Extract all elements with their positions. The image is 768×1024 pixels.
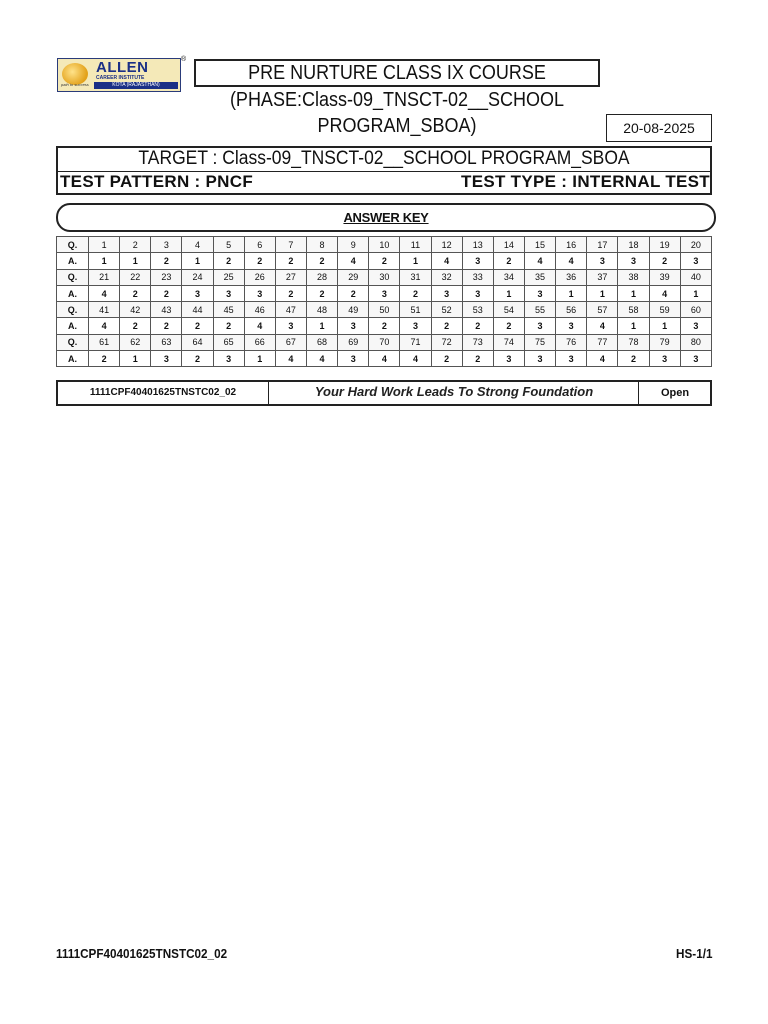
answer-cell: 2 (400, 285, 431, 301)
question-number-cell: 8 (306, 237, 337, 253)
paper-code: 1111CPF40401625TNSTC02_02 (89, 387, 237, 398)
answer-cell: 3 (493, 351, 524, 367)
answer-cell: 1 (120, 351, 151, 367)
question-number-cell: 58 (618, 302, 649, 318)
answer-label: A. (57, 351, 89, 367)
answer-cell: 3 (462, 285, 493, 301)
strip-divider (638, 380, 639, 406)
question-number-cell: 55 (524, 302, 555, 318)
answer-cell: 4 (649, 285, 680, 301)
logo-brand: ALLEN (96, 59, 149, 76)
question-number-cell: 22 (120, 269, 151, 285)
question-label: Q. (57, 269, 89, 285)
answer-cell: 2 (306, 285, 337, 301)
answer-cell: 4 (306, 351, 337, 367)
question-number-cell: 10 (369, 237, 400, 253)
question-number-cell: 29 (338, 269, 369, 285)
answer-cell: 3 (275, 318, 306, 334)
question-number-cell: 1 (89, 237, 120, 253)
question-number-cell: 26 (244, 269, 275, 285)
course-title-line2: (PHASE:Class-09_TNSCT-02__SCHOOL (229, 89, 565, 111)
test-type: TEST TYPE : INTERNAL TEST (461, 172, 710, 191)
answer-cell: 2 (431, 351, 462, 367)
answer-cell: 3 (556, 351, 587, 367)
question-number-cell: 20 (680, 237, 711, 253)
answer-cell: 2 (493, 253, 524, 269)
answer-row (57, 285, 712, 301)
answer-cell: 4 (244, 318, 275, 334)
answer-cell: 2 (151, 318, 182, 334)
answer-cell: 2 (462, 351, 493, 367)
question-number-cell: 34 (493, 269, 524, 285)
answer-row (57, 253, 712, 269)
answer-cell: 3 (649, 351, 680, 367)
question-number-cell: 17 (587, 237, 618, 253)
answer-cell: 4 (587, 351, 618, 367)
answer-cell: 2 (120, 285, 151, 301)
question-number-cell: 80 (680, 334, 711, 350)
answer-cell: 2 (244, 253, 275, 269)
question-number-cell: 38 (618, 269, 649, 285)
logo-location: KOTA (RAJASTHAN) (94, 82, 178, 89)
answer-cell: 3 (556, 318, 587, 334)
answer-key-title: ANSWER KEY (343, 210, 429, 225)
question-number-cell: 4 (182, 237, 213, 253)
answer-cell: 3 (338, 351, 369, 367)
answer-cell: 4 (556, 253, 587, 269)
question-number-cell: 78 (618, 334, 649, 350)
question-number-cell: 11 (400, 237, 431, 253)
question-number-cell: 7 (275, 237, 306, 253)
question-number-cell: 35 (524, 269, 555, 285)
answer-cell: 3 (680, 253, 711, 269)
question-number-cell: 71 (400, 334, 431, 350)
answer-cell: 2 (618, 351, 649, 367)
question-number-cell: 49 (338, 302, 369, 318)
question-number-cell: 2 (120, 237, 151, 253)
answer-cell: 3 (213, 285, 244, 301)
question-number-cell: 23 (151, 269, 182, 285)
answer-cell: 2 (338, 285, 369, 301)
slogan: Your Hard Work Leads To Strong Foundation (314, 384, 594, 399)
answer-cell: 4 (431, 253, 462, 269)
question-number-cell: 32 (431, 269, 462, 285)
question-number-cell: 42 (120, 302, 151, 318)
answer-key-table (56, 236, 712, 367)
footer-code: 1111CPF40401625TNSTC02_02 (56, 946, 228, 961)
answer-cell: 4 (89, 318, 120, 334)
answer-cell: 4 (400, 351, 431, 367)
answer-cell: 2 (275, 253, 306, 269)
answer-cell: 1 (89, 253, 120, 269)
question-row (57, 334, 712, 350)
answer-cell: 2 (120, 318, 151, 334)
answer-cell: 3 (338, 318, 369, 334)
question-number-cell: 54 (493, 302, 524, 318)
answer-cell: 4 (369, 351, 400, 367)
answer-row (57, 318, 712, 334)
question-number-cell: 39 (649, 269, 680, 285)
question-number-cell: 68 (306, 334, 337, 350)
question-number-cell: 48 (306, 302, 337, 318)
answer-cell: 2 (151, 285, 182, 301)
question-label: Q. (57, 302, 89, 318)
answer-cell: 3 (524, 318, 555, 334)
answer-cell: 3 (213, 351, 244, 367)
course-title-line1: PRE NURTURE CLASS IX COURSE (248, 62, 546, 84)
question-number-cell: 36 (556, 269, 587, 285)
answer-cell: 1 (649, 318, 680, 334)
answer-cell: 1 (400, 253, 431, 269)
question-number-cell: 57 (587, 302, 618, 318)
question-number-cell: 44 (182, 302, 213, 318)
answer-cell: 2 (182, 318, 213, 334)
logo-subtitle: CAREER INSTITUTE (96, 75, 145, 81)
answer-label: A. (57, 285, 89, 301)
question-number-cell: 47 (275, 302, 306, 318)
question-number-cell: 46 (244, 302, 275, 318)
answer-cell: 3 (369, 285, 400, 301)
question-number-cell: 19 (649, 237, 680, 253)
question-number-cell: 53 (462, 302, 493, 318)
question-number-cell: 56 (556, 302, 587, 318)
question-number-cell: 69 (338, 334, 369, 350)
test-pattern: TEST PATTERN : PNCF (60, 172, 254, 191)
question-number-cell: 40 (680, 269, 711, 285)
question-number-cell: 52 (431, 302, 462, 318)
question-label: Q. (57, 237, 89, 253)
question-number-cell: 64 (182, 334, 213, 350)
question-number-cell: 51 (400, 302, 431, 318)
question-number-cell: 61 (89, 334, 120, 350)
answer-cell: 3 (618, 253, 649, 269)
question-number-cell: 77 (587, 334, 618, 350)
question-number-cell: 75 (524, 334, 555, 350)
answer-cell: 2 (306, 253, 337, 269)
course-title-line3: PROGRAM_SBOA) (317, 115, 477, 137)
question-number-cell: 6 (244, 237, 275, 253)
target-text: TARGET : Class-09_TNSCT-02__SCHOOL PROGRAM_SBOA (138, 148, 630, 169)
answer-cell: 1 (182, 253, 213, 269)
answer-cell: 1 (618, 285, 649, 301)
answer-cell: 2 (182, 351, 213, 367)
answer-cell: 2 (462, 318, 493, 334)
answer-cell: 3 (524, 285, 555, 301)
answer-cell: 2 (275, 285, 306, 301)
question-number-cell: 72 (431, 334, 462, 350)
question-number-cell: 31 (400, 269, 431, 285)
question-number-cell: 73 (462, 334, 493, 350)
answer-key-banner (56, 203, 716, 232)
answer-cell: 2 (213, 253, 244, 269)
logo-tagline: path to success (61, 82, 89, 87)
answer-cell: 2 (213, 318, 244, 334)
question-number-cell: 21 (89, 269, 120, 285)
question-number-cell: 14 (493, 237, 524, 253)
question-row (57, 237, 712, 253)
question-number-cell: 18 (618, 237, 649, 253)
answer-cell: 2 (89, 351, 120, 367)
question-number-cell: 16 (556, 237, 587, 253)
question-number-cell: 3 (151, 237, 182, 253)
answer-row (57, 351, 712, 367)
question-number-cell: 41 (89, 302, 120, 318)
answer-cell: 3 (680, 351, 711, 367)
question-label: Q. (57, 334, 89, 350)
answer-cell: 2 (431, 318, 462, 334)
answer-cell: 3 (680, 318, 711, 334)
question-number-cell: 79 (649, 334, 680, 350)
answer-cell: 3 (431, 285, 462, 301)
question-number-cell: 76 (556, 334, 587, 350)
question-number-cell: 59 (649, 302, 680, 318)
answer-cell: 4 (587, 318, 618, 334)
question-number-cell: 66 (244, 334, 275, 350)
answer-label: A. (57, 318, 89, 334)
answer-cell: 2 (369, 318, 400, 334)
question-number-cell: 9 (338, 237, 369, 253)
status-label: Open (660, 387, 690, 399)
question-number-cell: 12 (431, 237, 462, 253)
answer-cell: 1 (120, 253, 151, 269)
allen-logo (57, 58, 181, 92)
answer-label: A. (57, 253, 89, 269)
answer-cell: 1 (680, 285, 711, 301)
question-number-cell: 25 (213, 269, 244, 285)
answer-cell: 3 (587, 253, 618, 269)
answer-cell: 1 (556, 285, 587, 301)
answer-cell: 3 (524, 351, 555, 367)
question-number-cell: 27 (275, 269, 306, 285)
question-number-cell: 5 (213, 237, 244, 253)
answer-cell: 4 (524, 253, 555, 269)
answer-cell: 3 (182, 285, 213, 301)
date-box: 20-08-2025 (606, 114, 712, 142)
question-row (57, 302, 712, 318)
answer-cell: 3 (400, 318, 431, 334)
strip-divider (268, 380, 269, 406)
page-number: HS-1/1 (675, 946, 712, 961)
answer-cell: 1 (587, 285, 618, 301)
answer-cell: 1 (493, 285, 524, 301)
answer-cell: 2 (493, 318, 524, 334)
question-number-cell: 45 (213, 302, 244, 318)
question-number-cell: 70 (369, 334, 400, 350)
answer-cell: 2 (649, 253, 680, 269)
question-number-cell: 60 (680, 302, 711, 318)
answer-cell: 3 (244, 285, 275, 301)
answer-cell: 3 (151, 351, 182, 367)
answer-cell: 4 (275, 351, 306, 367)
question-number-cell: 33 (462, 269, 493, 285)
question-number-cell: 24 (182, 269, 213, 285)
answer-cell: 2 (369, 253, 400, 269)
question-number-cell: 67 (275, 334, 306, 350)
question-number-cell: 65 (213, 334, 244, 350)
question-number-cell: 30 (369, 269, 400, 285)
answer-cell: 1 (306, 318, 337, 334)
question-number-cell: 15 (524, 237, 555, 253)
registered-mark: ® (181, 56, 187, 63)
answer-cell: 1 (244, 351, 275, 367)
question-number-cell: 43 (151, 302, 182, 318)
answer-cell: 4 (89, 285, 120, 301)
question-number-cell: 74 (493, 334, 524, 350)
question-number-cell: 13 (462, 237, 493, 253)
answer-cell: 1 (618, 318, 649, 334)
question-number-cell: 37 (587, 269, 618, 285)
question-number-cell: 28 (306, 269, 337, 285)
question-number-cell: 62 (120, 334, 151, 350)
question-number-cell: 50 (369, 302, 400, 318)
answer-cell: 2 (151, 253, 182, 269)
answer-cell: 3 (462, 253, 493, 269)
answer-cell: 4 (338, 253, 369, 269)
question-row (57, 269, 712, 285)
question-number-cell: 63 (151, 334, 182, 350)
